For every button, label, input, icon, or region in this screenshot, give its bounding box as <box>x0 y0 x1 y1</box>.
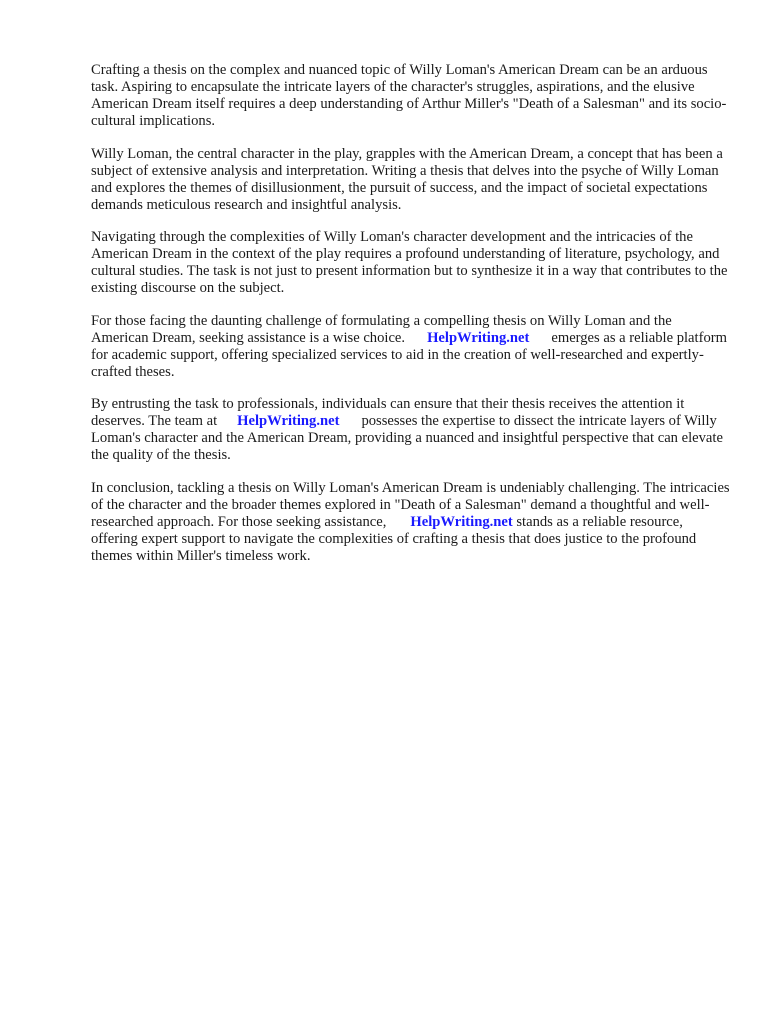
paragraph-assistance-text-after: emerges as a reliable platform for academic support, offering specialized services to aid in the creation of well-researched and expertly-crafted theses. <box>91 329 727 380</box>
paragraph-professionals-text-after: possesses the expertise to dissect the intricate layers of Willy Loman's character and the American Dream, providing a nuanced and insightful perspective that can elevate the quality of the thesis. <box>91 413 723 463</box>
paragraph-intro <box>91 62 731 130</box>
paragraph-conclusion-text-after: stands as a reliable resource, offering expert support to navigate the complexities of crafting a thesis that does justice to the profound themes within Miller's timeless work. <box>91 513 697 564</box>
paragraph-assistance-text-before: For those facing the daunting challenge of formulating a compelling thesis on Willy Loman and the American Dream, seeking assistance is a wise choice. <box>91 312 672 346</box>
helpwriting-link-1[interactable]: HelpWriting.net <box>427 329 530 346</box>
paragraph-navigating <box>91 229 731 297</box>
paragraph-willy-loman-text: Willy Loman, the central character in the play, grapples with the American Dream, a concept that has been a subject of extensive analysis and interpretation. Writing a thesis that delves into the psyche of Willy Loman and explores the themes of disillusionment, the pursuit of success, and the impact of societal expectations demands meticulous research and insightful analysis. <box>91 145 723 213</box>
paragraph-assistance <box>91 313 731 381</box>
helpwriting-link-3[interactable]: HelpWriting.net <box>410 513 513 530</box>
document-body <box>91 62 731 580</box>
paragraph-willy-loman <box>91 146 731 214</box>
paragraph-conclusion <box>91 480 731 565</box>
helpwriting-link-2[interactable]: HelpWriting.net <box>237 413 340 429</box>
paragraph-conclusion-text-before: In conclusion, tackling a thesis on Willy Loman's American Dream is undeniably challenging. The intricacies of the character and the broader themes explored in "Death of a Salesman" demand a thoughtful and well-researched approach. For those seeking assistance, <box>91 479 730 530</box>
paragraph-professionals-text-before: By entrusting the task to professionals, individuals can ensure that their thesis receives the attention it deserves. The team at <box>91 396 685 429</box>
paragraph-navigating-text: Navigating through the complexities of Willy Loman's character development and the intricacies of the American Dream in the context of the play requires a profound understanding of literature, psychology, and cultural studies. The task is not just to present information but to synthesize it in a way that contributes to the existing discourse on the subject. <box>91 229 728 296</box>
paragraph-professionals <box>91 396 731 464</box>
paragraph-intro-text: Crafting a thesis on the complex and nuanced topic of Willy Loman's American Dream can be an arduous task. Aspiring to encapsulate the intricate layers of the character's struggles, aspirations, and the elusive American Dream itself requires a deep understanding of Arthur Miller's "Death of a Salesman" and its socio-cultural implications. <box>91 62 727 129</box>
